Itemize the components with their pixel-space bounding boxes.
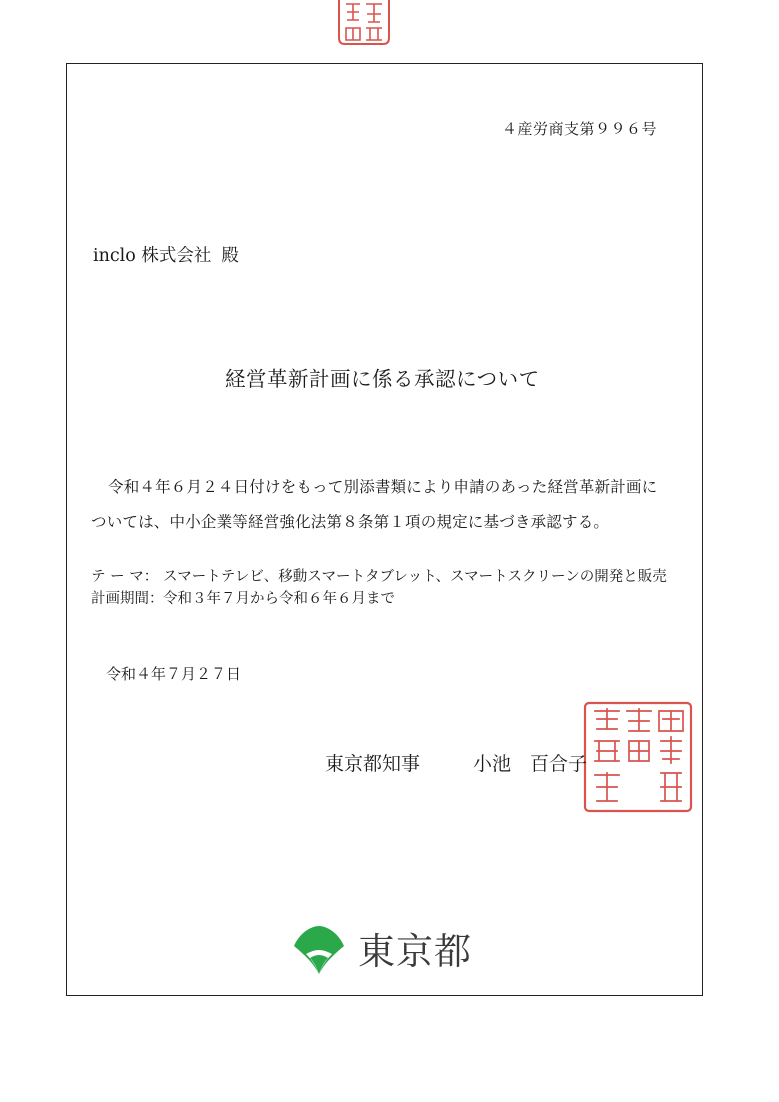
theme-label: テ ー マ：: [91, 569, 159, 585]
document-number: ４産労商支第９９６号: [502, 120, 658, 138]
signer-title: 東京都知事: [325, 753, 421, 775]
addressee-honorific: 殿: [221, 246, 239, 266]
body-paragraph-line-1: 令和４年６月２４日付けをもって別添書類により申請のあった経営革新計画に: [108, 478, 658, 496]
body-paragraph-line-2: ついては、中小企業等経営強化法第８条第１項の規定に基づき承認する。: [91, 513, 610, 531]
addressee: [93, 242, 239, 267]
period-row: [91, 587, 395, 608]
issue-date: 令和４年７月２７日: [106, 665, 242, 683]
theme-row: [91, 565, 667, 586]
theme-value: スマートテレビ、移動スマートタブレット、スマートスクリーンの開発と販売: [163, 569, 667, 585]
signer-name: 小池 百合子: [473, 753, 588, 775]
addressee-company: inclo 株式会社: [93, 246, 212, 266]
logo-text: 東京都: [358, 930, 472, 973]
partial-seal-top: [336, 0, 392, 50]
period-label: 計画期間：: [91, 591, 164, 607]
ginkgo-logo-icon: [292, 924, 346, 980]
document-title: 経営革新計画に係る承認について: [225, 367, 540, 391]
period-value: 令和３年７月から令和６年６月まで: [163, 591, 395, 607]
official-seal: [583, 701, 693, 817]
